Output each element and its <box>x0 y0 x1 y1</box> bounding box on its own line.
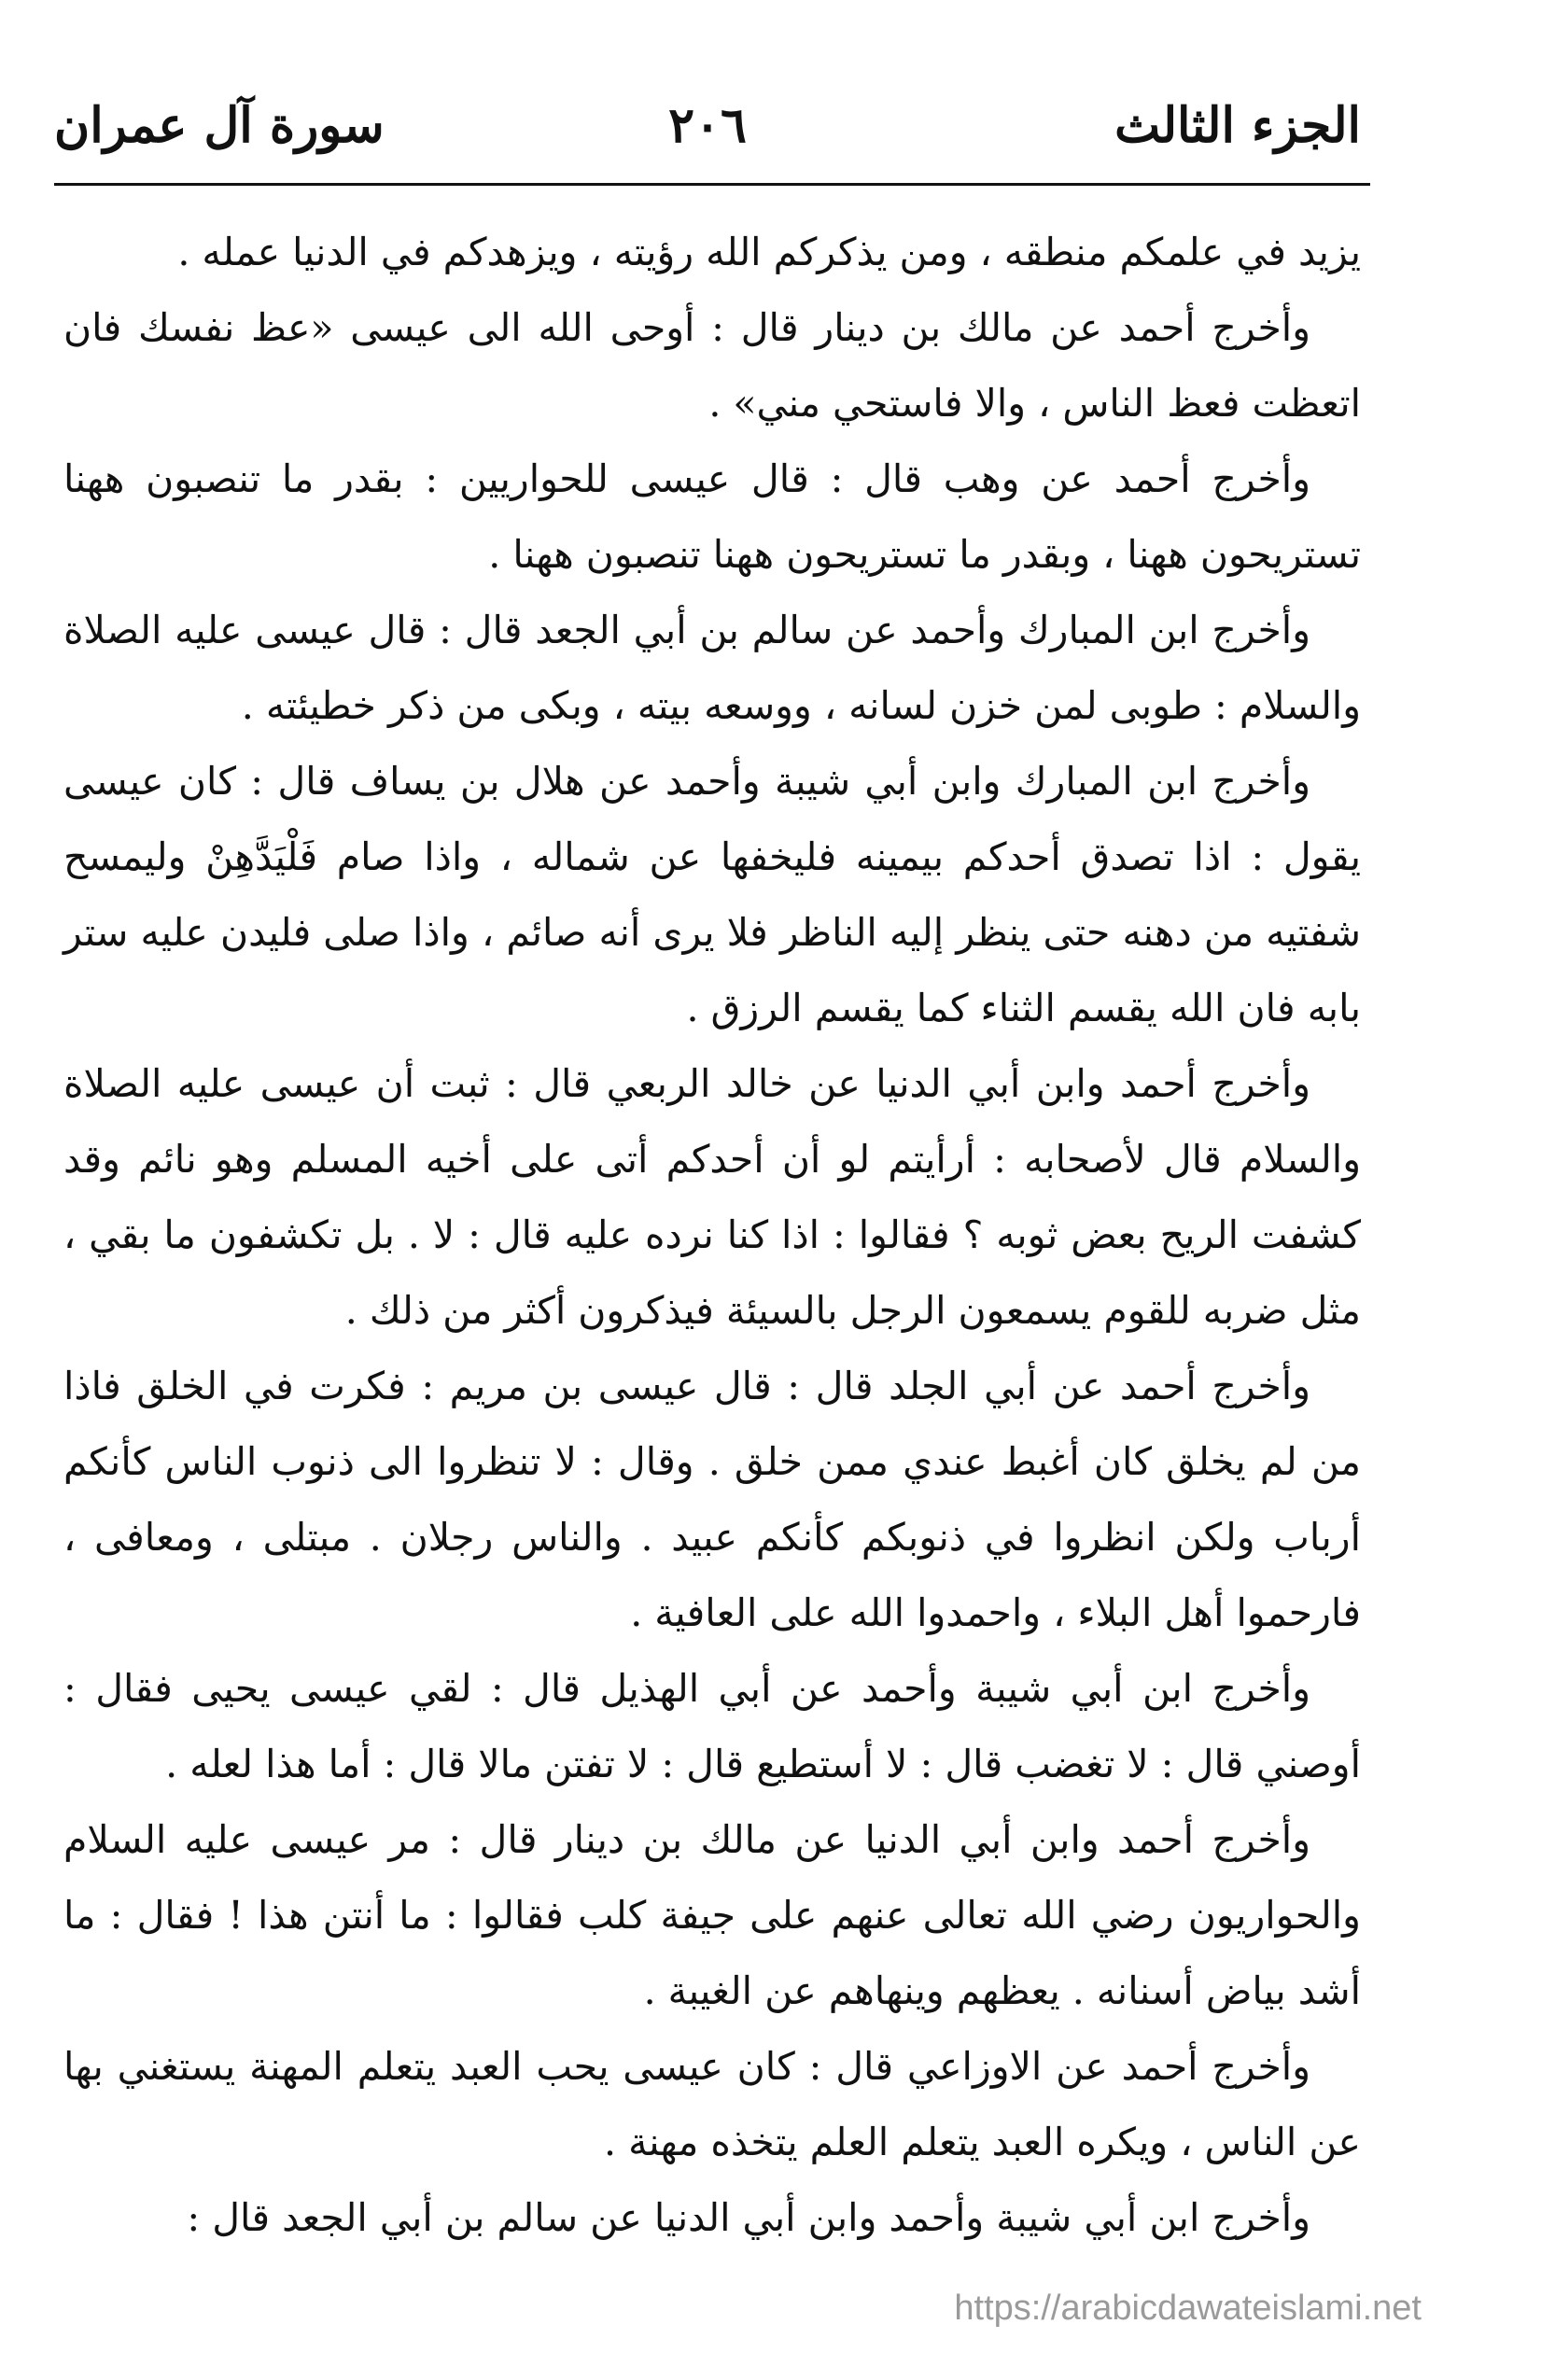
paragraph: وأخرج أحمد عن أبي الجلد قال : قال عيسى بن مريم : فكرت في الخلق فاذا من لم يخلق كان أغبط عندي ممن خلق . وقال : لا تنظروا الى ذنوب الناس كأنكم أرباب ولكن انظروا في ذنوبكم كأنكم عبيد . والناس رجلان . مبتلى ، ومعافى ، فارحموا أهل البلاء ، واحمدوا الله على العافية . <box>63 1364 1361 1635</box>
header-divider <box>54 183 1370 186</box>
paragraph: وأخرج ابن المبارك وأحمد عن سالم بن أبي الجعد قال : قال عيسى عليه الصلاة والسلام : طوبى لمن خزن لسانه ، ووسعه بيته ، وبكى من ذكر خطيئته . <box>63 608 1361 728</box>
paragraph: وأخرج أحمد وابن أبي الدنيا عن مالك بن دينار قال : مر عيسى عليه السلام والحواريون رضي الله تعالى عنهم على جيفة كلب فقالوا : ما أنتن هذا ! فقال : ما أشد بياض أسنانه . يعظهم وينهاهم عن الغيبة . <box>63 1817 1361 2013</box>
paragraph: وأخرج أحمد عن الاوزاعي قال : كان عيسى يحب العبد يتعلم المهنة يستغني بها عن الناس ، ويكره العبد يتعلم العلم يتخذه مهنة . <box>63 2044 1361 2164</box>
page-header <box>54 84 1361 168</box>
watermark-url: https://arabicdawateislami.net <box>954 2289 1422 2328</box>
paragraph: يزيد في علمكم منطقه ، ومن يذكركم الله رؤيته ، ويزهدكم في الدنيا عمله . <box>177 230 1361 274</box>
paragraph: وأخرج ابن المبارك وابن أبي شيبة وأحمد عن هلال بن يساف قال : كان عيسى يقول : اذا تصدق أحدكم بيمينه فليخفها عن شماله ، واذا صام فَلْيَدَّهِنْ وليمسح شفتيه من دهنه حتى ينظر إليه الناظر فلا يرى أنه صائم ، واذا صلى فليدن عليه ستر بابه فان الله يقسم الثناء كما يقسم الرزق . <box>63 759 1361 1030</box>
surah-title: سورة آل عمران <box>54 97 385 154</box>
paragraph: وأخرج ابن أبي شيبة وأحمد وابن أبي الدنيا عن سالم بن أبي الجعد قال : <box>187 2195 1310 2240</box>
paragraph: وأخرج أحمد عن وهب قال : قال عيسى للحواريين : بقدر ما تنصبون ههنا تستريحون ههنا ، وبقدر ما تستريحون ههنا تنصبون ههنا . <box>63 456 1361 577</box>
page-number: ٢٠٦ <box>668 97 747 154</box>
part-title: الجزء الثالث <box>1114 97 1361 154</box>
paragraph: وأخرج أحمد عن مالك بن دينار قال : أوحى الله الى عيسى «عظ نفسك فان اتعظت فعظ الناس ، والا فاستحي مني» . <box>63 305 1361 426</box>
paragraph: وأخرج ابن أبي شيبة وأحمد عن أبي الهذيل قال : لقي عيسى يحيى فقال : أوصني قال : لا تغضب قال : لا أستطيع قال : لا تفتن مالا قال : أما هذا لعله . <box>63 1666 1361 1786</box>
page-body <box>63 215 1361 2256</box>
paragraph: وأخرج أحمد وابن أبي الدنيا عن خالد الربعي قال : ثبت أن عيسى عليه الصلاة والسلام قال لأصحابه : أرأيتم لو أن أحدكم أتى على أخيه المسلم وهو نائم وقد كشفت الريح بعض ثوبه ؟ فقالوا : اذا كنا نرده عليه قال : لا . بل تكشفون ما بقي ، مثل ضربه للقوم يسمعون الرجل بالسيئة فيذكرون أكثر من ذلك . <box>63 1061 1361 1333</box>
